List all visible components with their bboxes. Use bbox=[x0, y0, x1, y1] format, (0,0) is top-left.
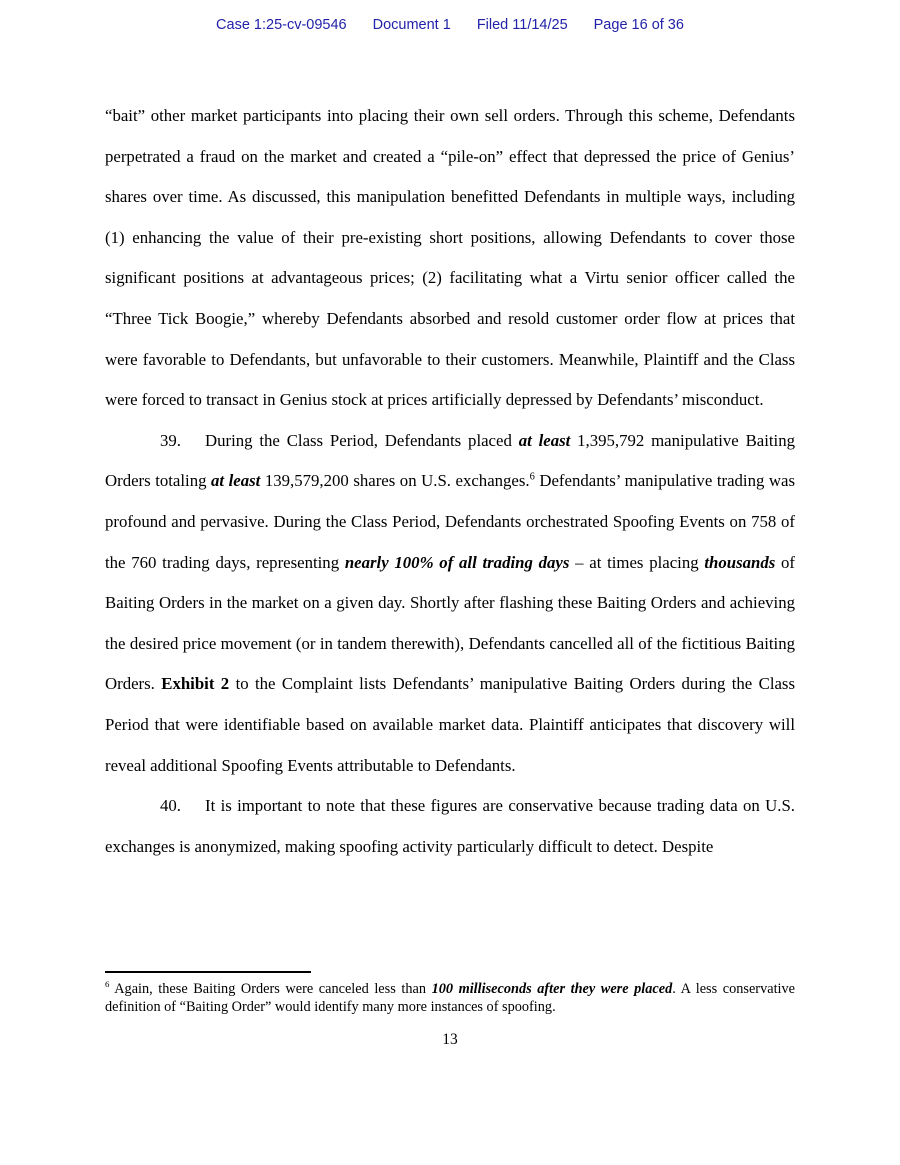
text-segment: It is important to note that these figures are conservative because trading data on U.S. exchanges is anonymized, making spoofing activity particularly difficult to detect. Despite bbox=[105, 796, 795, 856]
stamp-part: Case 1:25-cv-09546 bbox=[216, 17, 347, 33]
footnote bbox=[105, 971, 795, 1017]
text-segment: 100 milliseconds after they were placed bbox=[431, 981, 673, 997]
text-segment: Defendants’ manipulative trading was profound and pervasive. During the Class Period, Defendants orchestrated Spoofing Events on 758 of the 760 trading days, representing bbox=[105, 471, 795, 572]
stamp-part: Page 16 of 36 bbox=[593, 17, 684, 33]
stamp-part: Document 1 bbox=[372, 17, 451, 33]
text-segment: Again, these Baiting Orders were canceled less than bbox=[109, 981, 432, 997]
document-body bbox=[105, 96, 795, 867]
footnote-marker: 6 bbox=[105, 979, 110, 990]
paragraph bbox=[105, 96, 795, 421]
text-segment: to the Complaint lists Defendants’ manipulative Baiting Orders during the Class Period that were identifiable based on available market data. Plaintiff anticipates that discovery will reveal additional Spoofing Events attributable to Defendants. bbox=[105, 674, 795, 775]
text-segment: thousands bbox=[704, 552, 776, 572]
court-filing-stamp bbox=[0, 17, 900, 33]
text-segment: of Baiting Orders in the market on a given day. Shortly after flashing these Baiting Orders and achieving the desired price movement (or in tandem therewith), Defendants cancelled all of the fictitious Baiting Orders. bbox=[105, 552, 795, 694]
paragraph-number: 40. bbox=[160, 796, 181, 816]
numbered-paragraph bbox=[105, 421, 795, 786]
text-segment: at least bbox=[211, 471, 261, 491]
text-segment: 1,395,792 manipulative Baiting Orders totaling bbox=[105, 430, 796, 491]
numbered-paragraph bbox=[105, 786, 795, 867]
footnote-reference: 6 bbox=[529, 471, 535, 483]
footnote-separator bbox=[105, 971, 311, 973]
text-segment: . A less conservative definition of “Baiting Order” would identify many more instances of spoofing. bbox=[105, 981, 796, 1015]
text-segment: – at times placing bbox=[569, 552, 705, 572]
text-segment: “bait” other market participants into placing their own sell orders. Through this scheme, Defendants perpetrated a fraud on the market and created a “pile-on” effect that depressed the price of Genius’ shares over time. As discussed, this manipulation benefitted Defendants in multiple ways, including (1) enhancing the value of their pre-existing short positions, allowing Defendants to cover those significant positions at advantageous prices; (2) facilitating what a Virtu senior officer called the “Three Tick Boogie,” whereby Defendants absorbed and resold customer order flow at prices that were favorable to Defendants, but unfavorable to their customers. Meanwhile, Plaintiff and the Class were forced to transact in Genius stock at prices artificially depressed by Defendants’ misconduct. bbox=[105, 106, 795, 410]
paragraph-number: 39. bbox=[160, 430, 181, 450]
footnote-text bbox=[105, 981, 795, 1017]
page-number: 13 bbox=[442, 1031, 458, 1048]
text-segment: 139,579,200 shares on U.S. exchanges. bbox=[260, 471, 530, 491]
text-segment: During the Class Period, Defendants placed bbox=[204, 430, 519, 450]
text-segment: nearly 100% of all trading days bbox=[344, 552, 570, 572]
text-segment: Exhibit 2 bbox=[161, 674, 230, 694]
stamp-part: Filed 11/14/25 bbox=[476, 17, 568, 33]
text-segment: at least bbox=[518, 430, 571, 450]
